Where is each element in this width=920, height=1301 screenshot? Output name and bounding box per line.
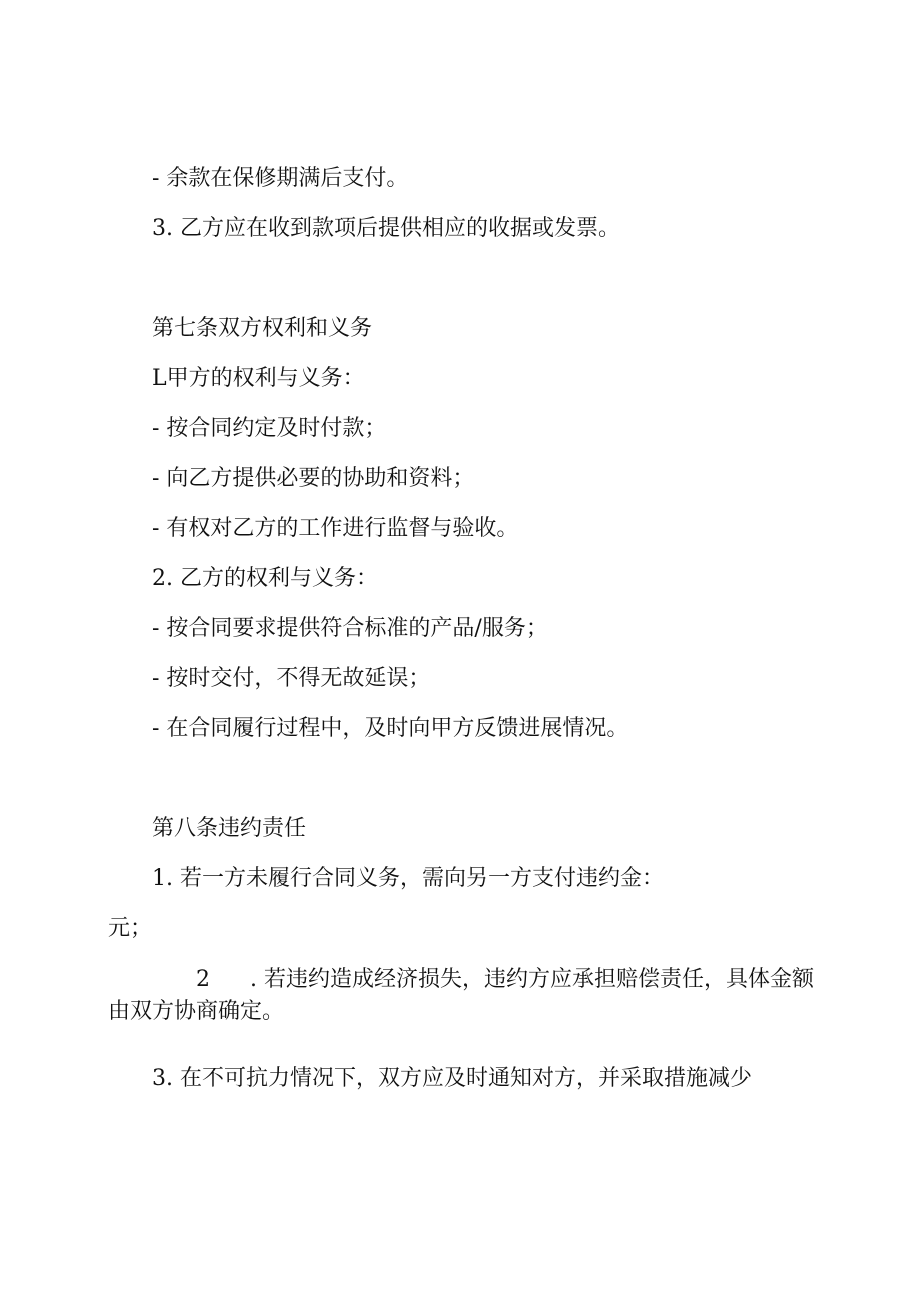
party-a-item-1 — [152, 414, 386, 444]
breach-item-2 — [108, 964, 820, 1028]
party-b-item-2 — [152, 664, 430, 694]
text-content: 元； — [108, 916, 153, 941]
section-seven-title — [152, 314, 372, 344]
text-content: 第七条双方权利和义务 — [152, 316, 373, 341]
party-a-heading — [152, 364, 365, 394]
text-content: L甲方的权利与义务： — [152, 366, 365, 391]
party-b-item-1 — [152, 614, 548, 644]
breach-item-3 — [152, 1064, 752, 1094]
text-content: - 有权对乙方的工作进行监督与验收。 — [152, 516, 519, 541]
text-content: 第八条违约责任 — [152, 816, 307, 841]
text-content: - 按合同要求提供符合标准的产品/服务； — [152, 616, 548, 641]
text-content: . 若违约造成经济损失，违约方应承担赔偿责任，具体金额由双方协商确定。 — [108, 967, 814, 1024]
party-b-item-3 — [152, 714, 628, 744]
item-number: 2 — [196, 967, 210, 992]
text-content: - 余款在保修期满后支付。 — [152, 166, 409, 191]
party-b-heading — [152, 564, 378, 594]
text-content: 2. 乙方的权利与义务： — [152, 566, 378, 591]
payment-balance-line — [152, 164, 408, 194]
receipt-clause-line — [152, 214, 620, 244]
text-content: - 按时交付，不得无故延误； — [152, 666, 431, 691]
party-a-item-3 — [152, 514, 518, 544]
breach-item-1 — [152, 864, 664, 894]
breach-item-1-continuation — [108, 914, 152, 944]
text-content: - 在合同履行过程中，及时向甲方反馈进展情况。 — [152, 716, 629, 741]
party-a-item-2 — [152, 464, 474, 494]
text-content: . 在不可抗力情况下，双方应及时通知对方，并采取措施减少 — [166, 1066, 752, 1091]
section-eight-title — [152, 814, 306, 844]
text-content: - 向乙方提供必要的协助和资料； — [152, 466, 475, 491]
item-number: 3 — [152, 1066, 166, 1091]
text-content: - 按合同约定及时付款； — [152, 416, 387, 441]
text-content: . 若一方未履行合同义务，需向另一方支付违约金： — [166, 866, 664, 891]
item-number: 1 — [152, 866, 166, 891]
text-content: 3. 乙方应在收到款项后提供相应的收据或发票。 — [152, 216, 620, 241]
